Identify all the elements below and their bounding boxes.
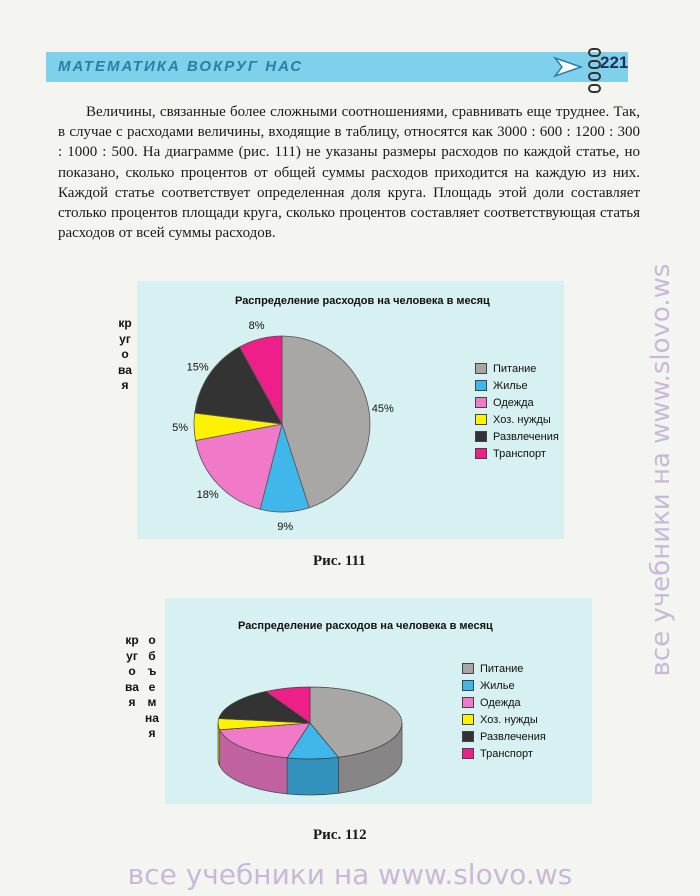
legend-swatch xyxy=(462,680,474,691)
legend-label: Одежда xyxy=(493,396,534,409)
legend-swatch xyxy=(462,697,474,708)
data-label: 15% xyxy=(186,361,209,374)
legend-label: Транспорт xyxy=(480,747,533,760)
legend-item xyxy=(462,677,546,694)
data-label: 45% xyxy=(371,403,394,416)
legend-label: Питание xyxy=(480,662,524,675)
legend-item xyxy=(462,694,546,711)
legend-swatch xyxy=(475,380,487,391)
figure-111 xyxy=(137,281,564,539)
legend-swatch xyxy=(462,731,474,742)
legend-label: Хоз. нужды xyxy=(493,413,551,426)
legend-label: Развлечения xyxy=(480,730,546,743)
figure-112 xyxy=(165,598,592,804)
running-header xyxy=(46,52,628,82)
legend-item xyxy=(462,660,546,677)
vertical-label: круговая xyxy=(118,316,132,392)
legend-item xyxy=(475,428,559,445)
arrow-icon xyxy=(553,56,583,78)
data-label: 5% xyxy=(172,422,189,435)
legend-label: Жилье xyxy=(493,379,528,392)
data-label: 8% xyxy=(248,320,265,333)
legend-item xyxy=(475,377,559,394)
legend-item xyxy=(475,394,559,411)
legend-swatch xyxy=(475,363,487,374)
legend-label: Транспорт xyxy=(493,447,546,460)
data-label: 18% xyxy=(196,488,219,501)
page-number: 221 xyxy=(600,53,629,72)
legend-swatch xyxy=(462,714,474,725)
legend-label: Жилье xyxy=(480,679,515,692)
legend-item xyxy=(462,745,546,762)
data-label: 9% xyxy=(277,520,294,533)
chart-legend xyxy=(462,660,546,762)
vertical-label-2: объемная xyxy=(145,633,159,740)
legend-swatch xyxy=(462,663,474,674)
legend-label: Хоз. нужды xyxy=(480,713,538,726)
chart-title: Распределение расходов на человека в месяц xyxy=(238,620,493,632)
figure-caption: Рис. 111 xyxy=(313,553,366,569)
legend-label: Развлечения xyxy=(493,430,559,443)
figure-caption: Рис. 112 xyxy=(313,827,367,843)
legend-item xyxy=(462,711,546,728)
watermark-bottom: все учебники на www.slovo.ws xyxy=(127,858,573,891)
pie-slice-side xyxy=(287,757,338,795)
body-paragraph: Величины, связанные более сложными соотношениями, сравнивать еще труднее. Так, в случае с расходами величины, входящие в таблицу, относятся как 3000 : 600 : 1200 : 300 : 1000 : 500. На диаграмме (рис. 111) не указаны размеры расходов по каждой статье, но показано, сколько процентов от общей суммы расходов приходится на каждую из них. Каждой статье соответствует определенная доля круга. Площадь этой доли составляет столько процентов площади круга, сколько процентов составляет соответствующая статья расходов от всей суммы расходов. xyxy=(58,104,640,242)
legend-swatch xyxy=(475,431,487,442)
legend-label: Питание xyxy=(493,362,537,375)
legend-item xyxy=(462,728,546,745)
legend-swatch xyxy=(475,397,487,408)
legend-item xyxy=(475,445,559,462)
vertical-label-1: круговая xyxy=(125,633,139,709)
header-title: МАТЕМАТИКА ВОКРУГ НАС xyxy=(58,58,304,75)
legend-swatch xyxy=(475,414,487,425)
legend-swatch xyxy=(475,448,487,459)
chart-legend xyxy=(475,360,559,462)
legend-item xyxy=(475,411,559,428)
legend-item xyxy=(475,360,559,377)
legend-swatch xyxy=(462,748,474,759)
spiral-binding-icon xyxy=(588,48,598,88)
watermark-side: все учебники на www.slovo.ws xyxy=(646,263,676,677)
chart-title: Распределение расходов на человека в месяц xyxy=(235,295,490,307)
legend-label: Одежда xyxy=(480,696,521,709)
